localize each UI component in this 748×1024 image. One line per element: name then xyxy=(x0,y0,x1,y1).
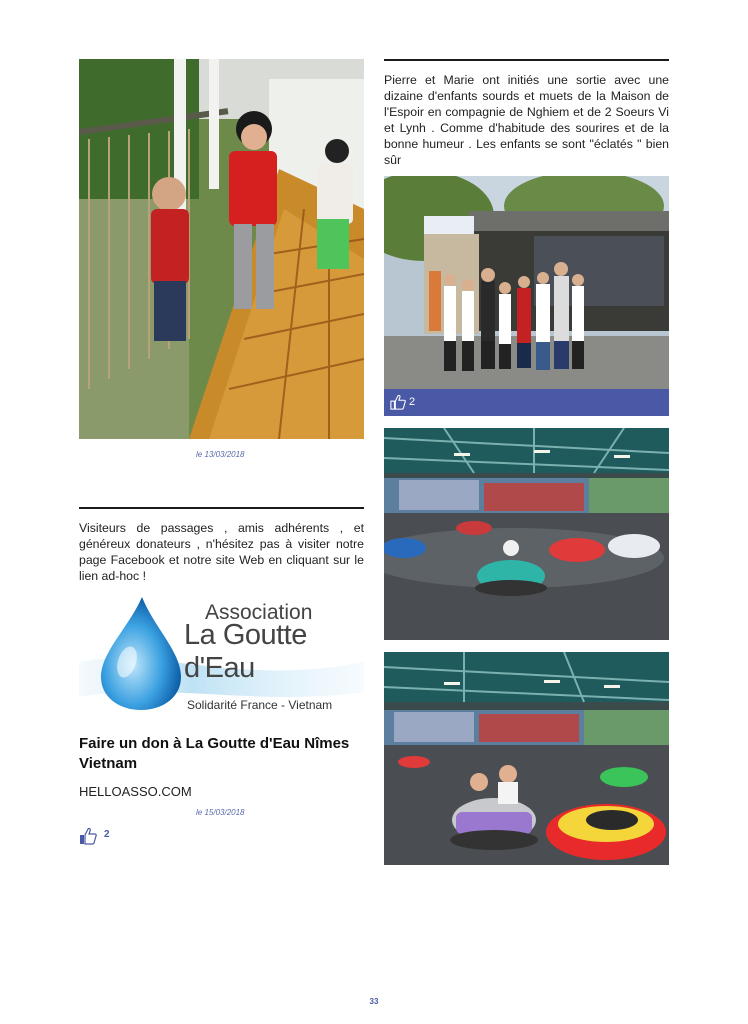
like-bar[interactable] xyxy=(384,389,669,416)
link-title[interactable]: Faire un don à La Goutte d'Eau Nîmes Vietnam xyxy=(79,735,350,772)
like-counter[interactable] xyxy=(79,827,139,845)
group-photo[interactable] xyxy=(384,176,669,389)
section-divider xyxy=(79,507,364,509)
association-logo[interactable] xyxy=(79,592,364,717)
like-count: 2 xyxy=(104,829,110,840)
post-text: Visiteurs de passages , amis adhérents , et généreux donateurs , n'hésitez pas à visiter notre page Facebook et notre site Web en cliquant sur le lien ad-hoc ! xyxy=(79,521,364,583)
kids-corridor-photo[interactable] xyxy=(79,59,364,439)
page-number: 33 xyxy=(369,997,379,1006)
thumbs-up-icon xyxy=(390,394,406,410)
section-divider xyxy=(384,59,669,61)
like-count: 2 xyxy=(409,396,416,408)
link-domain[interactable]: HELLOASSO.COM xyxy=(79,784,192,799)
post-date: le 15/03/2018 xyxy=(196,808,245,817)
logo-line3: Solidarité France - Vietnam xyxy=(187,698,333,712)
logo-line1: Association xyxy=(205,601,313,624)
logo-line2: La Goutte d'Eau xyxy=(184,619,307,684)
thumbs-up-icon xyxy=(79,827,97,845)
post-text: Pierre et Marie ont initiés une sortie avec une dizaine d'enfants sourds et muets de la Maison de l'Espoir en compagnie de Nghiem et de 2 Soeurs Vi et Lynh . Comme d'habitude des sourires et de la bonne humeur . Les enfants se sont "éclatés " bien sûr xyxy=(384,73,669,167)
bumper-cars-photo-1[interactable] xyxy=(384,428,669,640)
bumper-cars-photo-2[interactable] xyxy=(384,652,669,865)
post-date: le 13/03/2018 xyxy=(196,450,245,459)
